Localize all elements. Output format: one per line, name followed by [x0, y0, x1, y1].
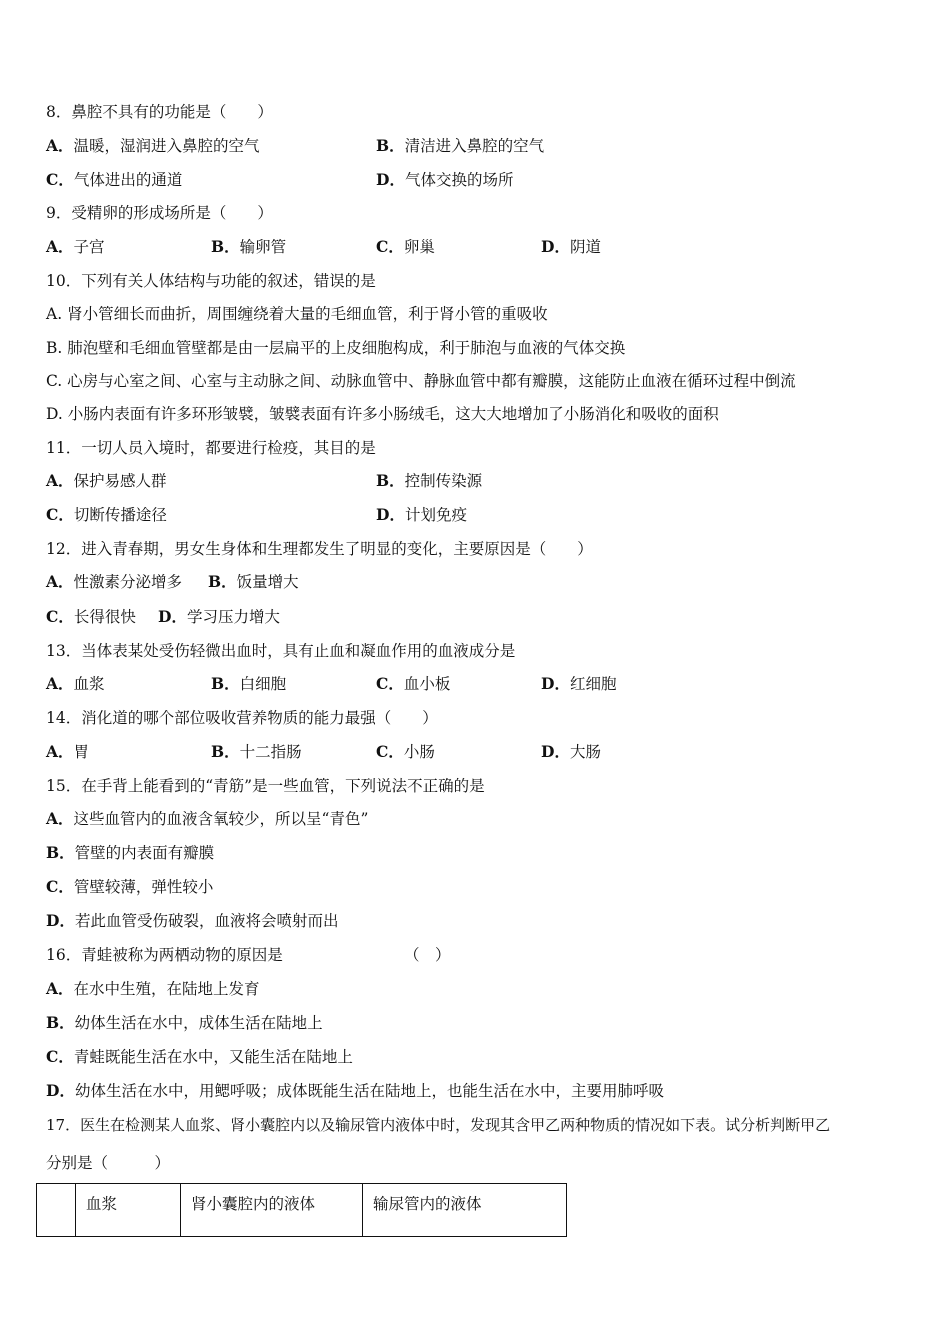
question-12-option-c[interactable]: C．长得很快 [46, 607, 136, 626]
question-15-option-d[interactable]: D．若此血管受伤破裂，血液将会喷射而出 [46, 911, 339, 930]
question-16-stem: 16．青蛙被称为两栖动物的原因是 [46, 946, 283, 964]
question-10-stem: 10．下列有关人体结构与功能的叙述，错误的是 [46, 272, 376, 290]
question-15-option-b[interactable]: B．管壁的内表面有瓣膜 [46, 843, 215, 862]
question-8-option-d[interactable]: D．气体交换的场所 [376, 170, 514, 189]
question-9-option-b[interactable]: B．输卵管 [211, 237, 287, 256]
question-8-option-a[interactable]: A．温暖，湿润进入鼻腔的空气 [46, 136, 260, 155]
question-8-stem: 8．鼻腔不具有的功能是（ ） [46, 103, 273, 121]
question-16-answer-blank: （ ） [404, 946, 451, 964]
question-11-stem: 11．一切人员入境时，都要进行检疫，其目的是 [46, 439, 376, 457]
question-8-option-c[interactable]: C．气体进出的通道 [46, 170, 183, 189]
question-12-stem: 12．进入青春期，男女生身体和生理都发生了明显的变化，主要原因是（ ） [46, 540, 593, 558]
question-10-option-c[interactable]: C. 心房与心室之间、心室与主动脉之间、动脉血管中、静脉血管中都有瓣膜，这能防止血液在循环过程中倒流 [46, 372, 796, 390]
table-header-cell [37, 1184, 76, 1237]
question-15-option-c[interactable]: C．管壁较薄，弹性较小 [46, 877, 214, 896]
question-16-option-a[interactable]: A．在水中生殖，在陆地上发育 [46, 979, 260, 998]
question-12-option-a[interactable]: A．性激素分泌增多 [46, 572, 183, 591]
question-16-option-c[interactable]: C．青蛙既能生活在水中，又能生活在陆地上 [46, 1047, 353, 1066]
question-8-option-b[interactable]: B．清洁进入鼻腔的空气 [376, 136, 545, 155]
question-15-stem: 15．在手背上能看到的“青筋”是一些血管，下列说法不正确的是 [46, 777, 485, 795]
question-9-option-d[interactable]: D．阴道 [541, 237, 601, 256]
question-12-option-b[interactable]: B．饭量增大 [208, 572, 299, 591]
question-9-option-c[interactable]: C．卵巢 [376, 237, 435, 256]
question-10-option-d[interactable]: D. 小肠内表面有许多环形皱襞，皱襞表面有许多小肠绒毛，这大大地增加了小肠消化和吸收的面积 [46, 405, 719, 423]
question-14-option-a[interactable]: A．胃 [46, 742, 90, 761]
question-13-option-c[interactable]: C．血小板 [376, 674, 451, 693]
table-header-row [37, 1184, 567, 1237]
question-14-stem: 14．消化道的哪个部位吸收营养物质的能力最强（ ） [46, 709, 438, 727]
question-11-option-c[interactable]: C．切断传播途径 [46, 505, 167, 524]
question-11-option-a[interactable]: A．保护易感人群 [46, 471, 167, 490]
question-11-option-b[interactable]: B．控制传染源 [376, 471, 483, 490]
question-9-stem: 9．受精卵的形成场所是（ ） [46, 204, 273, 222]
question-17-stem-continued: 分别是（ ） [46, 1154, 171, 1172]
question-14-option-c[interactable]: C．小肠 [376, 742, 435, 761]
question-13-stem: 13．当体表某处受伤轻微出血时，具有止血和凝血作用的血液成分是 [46, 642, 516, 660]
question-13-option-a[interactable]: A．血浆 [46, 674, 105, 693]
table-header-cell: 输尿管内的液体 [363, 1184, 567, 1237]
question-13-option-d[interactable]: D．红细胞 [541, 674, 617, 693]
question-16-option-b[interactable]: B．幼体生活在水中，成体生活在陆地上 [46, 1013, 323, 1032]
table-header-cell: 肾小囊腔内的液体 [181, 1184, 363, 1237]
question-10-option-a[interactable]: A. 肾小管细长而曲折，周围缠绕着大量的毛细血管，利于肾小管的重吸收 [46, 305, 548, 323]
question-15-option-a[interactable]: A．这些血管内的血液含氧较少，所以呈“青色” [46, 809, 369, 828]
question-12-option-d[interactable]: D．学习压力增大 [158, 607, 280, 626]
question-14-option-b[interactable]: B．十二指肠 [211, 742, 302, 761]
question-9-option-a[interactable]: A．子宫 [46, 237, 105, 256]
question-10-option-b[interactable]: B. 肺泡壁和毛细血管壁都是由一层扁平的上皮细胞构成，利于肺泡与血液的气体交换 [46, 339, 626, 357]
data-table [36, 1183, 567, 1237]
table-header-cell: 血浆 [76, 1184, 181, 1237]
question-14-option-d[interactable]: D．大肠 [541, 742, 601, 761]
question-17-stem: 17．医生在检测某人血浆、肾小囊腔内以及输尿管内液体中时，发现其含甲乙两种物质的情况如下表。试分析判断甲乙 [46, 1116, 831, 1134]
question-13-option-b[interactable]: B．白细胞 [211, 674, 287, 693]
question-16-option-d[interactable]: D．幼体生活在水中，用鳃呼吸；成体既能生活在陆地上，也能生活在水中，主要用肺呼吸 [46, 1081, 664, 1100]
question-11-option-d[interactable]: D．计划免疫 [376, 505, 467, 524]
